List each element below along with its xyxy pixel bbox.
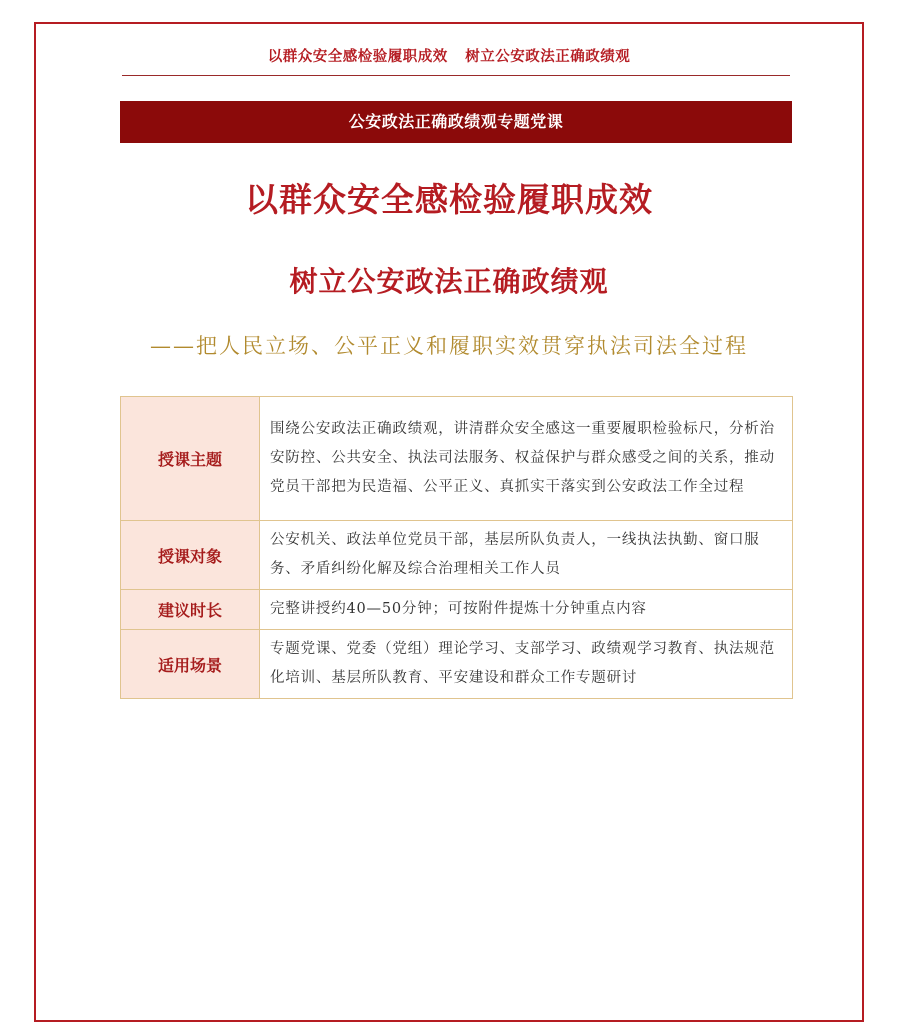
- main-title: 以群众安全感检验履职成效: [245, 180, 653, 219]
- row-label-audience: 授课对象: [121, 521, 260, 590]
- row-content-duration: 完整讲授约40—50分钟；可按附件提炼十分钟重点内容: [260, 590, 793, 630]
- row-label-scenarios: 适用场景: [121, 630, 260, 699]
- table-row: [121, 521, 793, 590]
- row-label-topic: 授课主题: [121, 397, 260, 521]
- row-content-topic: 围绕公安政法正确政绩观，讲清群众安全感这一重要履职检验标尺，分析治安防控、公共安全、执法司法服务、权益保护与群众感受之间的关系，推动党员干部把为民造福、公平正义、真抓实干落实到公安政法工作全过程: [260, 397, 793, 521]
- subtitle: ——把人民立场、公平正义和履职实效贯穿执法司法全过程: [150, 334, 748, 358]
- course-info-table: [120, 396, 793, 699]
- running-header: 以群众安全感检验履职成效 树立公安政法正确政绩观: [267, 49, 631, 65]
- page-frame: [34, 22, 864, 1022]
- sub-title: 树立公安政法正确政绩观: [289, 265, 609, 298]
- table-row: [121, 630, 793, 699]
- row-content-scenarios: 专题党课、党委（党组）理论学习、支部学习、政绩观学习教育、执法规范化培训、基层所队教育、平安建设和群众工作专题研讨: [260, 630, 793, 699]
- header-divider: [122, 75, 790, 76]
- row-content-audience: 公安机关、政法单位党员干部，基层所队负责人，一线执法执勤、窗口服务、矛盾纠纷化解及综合治理相关工作人员: [260, 521, 793, 590]
- topic-banner: 公安政法正确政绩观专题党课: [120, 101, 792, 143]
- row-label-duration: 建议时长: [121, 590, 260, 630]
- table-row: [121, 397, 793, 521]
- table-row: [121, 590, 793, 630]
